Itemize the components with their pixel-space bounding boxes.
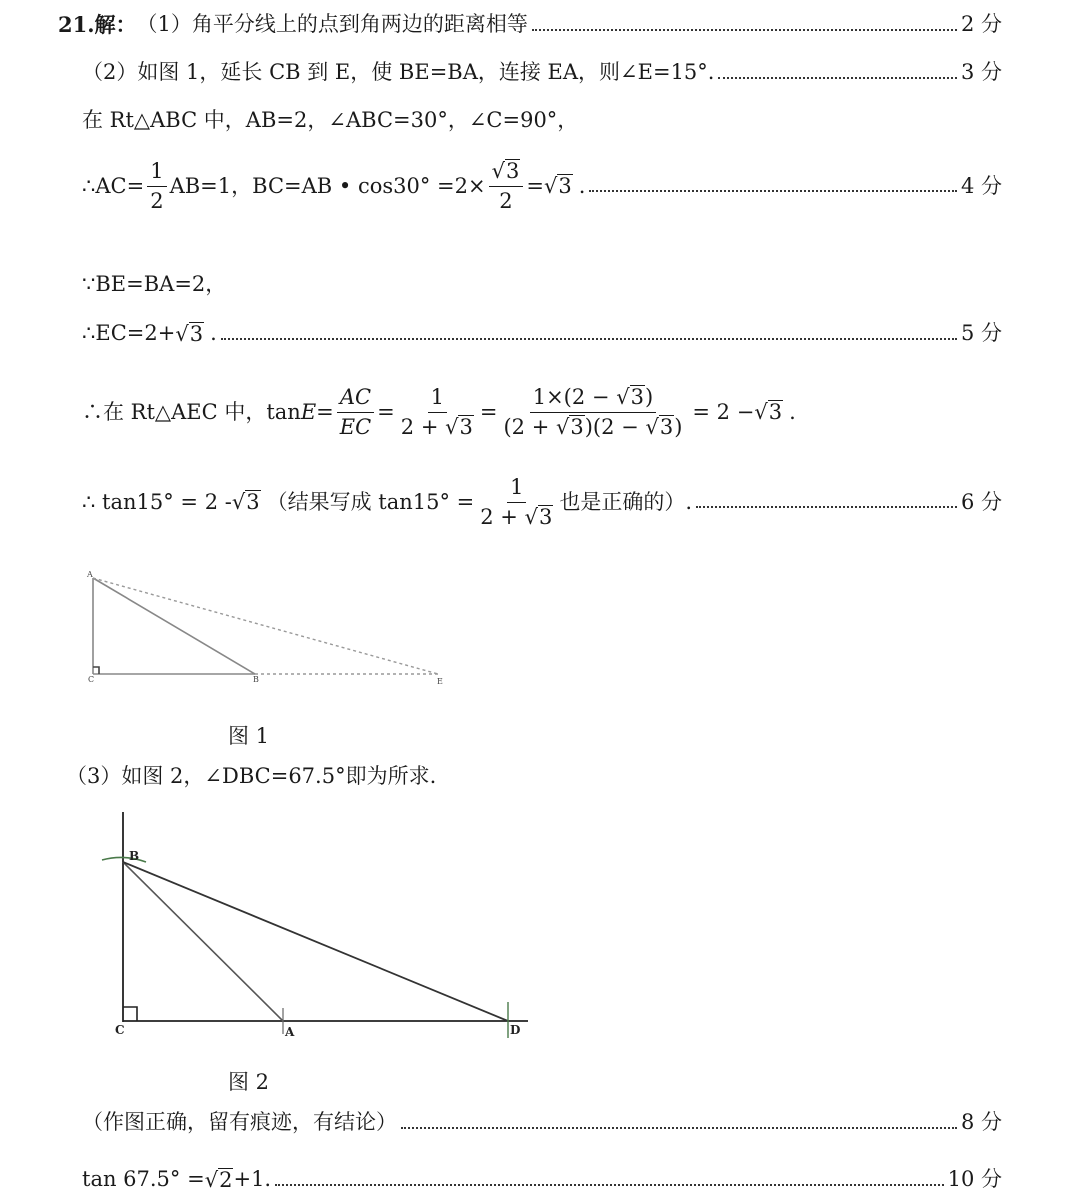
vertex-label-a: A xyxy=(285,1025,295,1039)
radicand: 3 xyxy=(570,414,584,439)
sqrt-icon: √ xyxy=(204,1168,219,1192)
bc-expression: AB=1，BC=AB • cos30° =2× xyxy=(169,173,486,198)
score-mark: 10 分 xyxy=(947,1167,1002,1192)
tan675-prefix: tan 67.5° = xyxy=(82,1167,205,1192)
ac-prefix: ∴AC= xyxy=(82,173,145,198)
equals-sign: = xyxy=(377,399,395,424)
solution-line-5 xyxy=(0,274,1080,295)
sqrt-icon: √ xyxy=(524,504,538,529)
solution-line-3 xyxy=(0,110,1080,131)
score-mark: 3 分 xyxy=(960,60,1002,84)
score-mark: 4 分 xyxy=(960,173,1002,198)
sqrt xyxy=(616,385,645,409)
sqrt xyxy=(556,415,585,439)
fraction-one-half xyxy=(147,159,166,212)
figure-1 xyxy=(80,568,460,688)
sqrt-icon: √ xyxy=(555,414,570,439)
right-angle-mark xyxy=(93,667,99,674)
fraction-numerator: 1 xyxy=(507,475,526,502)
den-text: 2 + xyxy=(400,414,446,439)
fraction-sqrt3-over-2 xyxy=(489,159,524,212)
period: . xyxy=(578,173,586,198)
score-mark: 5 分 xyxy=(960,321,1002,346)
sqrt-icon: √ xyxy=(645,414,659,439)
sqrt xyxy=(445,415,474,439)
leader-dots xyxy=(221,336,957,340)
part3-text: （3）如图 2，∠DBC=67.5°即为所求. xyxy=(66,764,437,788)
segment-ba xyxy=(123,862,283,1021)
radicand: 2 xyxy=(219,1168,233,1192)
leader-dots xyxy=(532,27,957,31)
fraction-numerator: AC xyxy=(337,385,374,412)
vertex-label-a: A xyxy=(87,570,93,579)
fraction-denominator xyxy=(398,413,477,439)
leader-dots xyxy=(696,504,957,508)
vertex-label-c: C xyxy=(115,1023,125,1037)
fraction-one-over-2-plus-sqrt3 xyxy=(398,385,477,438)
leader-dots xyxy=(401,1125,957,1129)
fraction-denominator xyxy=(477,503,556,529)
fraction-numerator xyxy=(530,385,656,412)
fraction-denominator: 2 xyxy=(150,188,164,213)
vertex-label-b: B xyxy=(253,675,259,684)
solution-line-4 xyxy=(0,158,1080,214)
sqrt-icon: √ xyxy=(445,414,459,439)
fraction-rationalized xyxy=(500,385,685,438)
fraction-numerator xyxy=(489,159,524,186)
fraction-numerator: 1 xyxy=(428,385,447,412)
tan-prefix: ∴在 Rt△AEC 中， xyxy=(82,399,267,424)
den-text: ) xyxy=(674,414,683,439)
angle-e: E xyxy=(300,399,317,424)
sqrt-icon: √ xyxy=(616,385,630,410)
num-text: 1×(2 − xyxy=(532,385,617,410)
radicand: 3 xyxy=(189,322,204,346)
period: . xyxy=(789,399,796,424)
solution-line-6 xyxy=(0,322,1080,345)
arc-mark-b xyxy=(102,857,146,862)
vertex-label-e: E xyxy=(437,677,443,686)
period: . xyxy=(210,321,217,346)
fraction-numerator: 1 xyxy=(147,159,166,186)
part2-text: （2）如图 1，延长 CB 到 E，使 BE=BA，连接 EA，则∠E=15°. xyxy=(82,60,715,84)
ec-prefix: ∴EC=2+ xyxy=(82,321,176,346)
alt-form-suffix: 也是正确的）. xyxy=(559,489,693,514)
solution-line-10 xyxy=(0,1112,1080,1133)
solution-line-9 xyxy=(0,766,1080,787)
sqrt-icon: √ xyxy=(491,159,505,184)
sqrt xyxy=(754,400,783,423)
den-text: )(2 − xyxy=(584,414,646,439)
be-equals-ba: ∵BE=BA=2， xyxy=(82,272,227,296)
sqrt-icon: √ xyxy=(231,490,246,515)
sqrt xyxy=(525,505,554,529)
vertex-label-d: D xyxy=(510,1023,521,1037)
vertex-label-b: B xyxy=(129,849,140,863)
den-text: (2 + xyxy=(503,414,556,439)
score-mark: 8 分 xyxy=(960,1110,1002,1134)
grading-note: （作图正确，留有痕迹，有结论） xyxy=(82,1110,397,1134)
sqrt-icon: √ xyxy=(175,322,189,346)
fraction-denominator: EC xyxy=(339,414,372,439)
tan-label: tan xyxy=(266,399,301,424)
figure-2-caption: 图 2 xyxy=(228,1070,270,1094)
fraction-ac-over-ec xyxy=(337,385,374,438)
sqrt xyxy=(232,490,261,513)
solution-line-11 xyxy=(0,1168,1080,1191)
tan675-suffix: +1. xyxy=(233,1167,272,1192)
leader-dots xyxy=(589,188,957,192)
question-number: 21. xyxy=(58,12,95,37)
result-prefix: = 2 − xyxy=(692,399,755,424)
radicand: 3 xyxy=(505,159,520,184)
solution-line-8 xyxy=(0,472,1080,532)
num-text: ) xyxy=(644,385,654,410)
score-mark: 2 分 xyxy=(960,12,1002,36)
radicand: 3 xyxy=(459,414,473,439)
alt-form-text: （结果写成 tan15° = xyxy=(266,489,475,514)
radicand: 3 xyxy=(538,504,553,529)
equals-sign: = xyxy=(316,399,334,424)
segment-ae-dashed xyxy=(93,578,438,674)
leader-dots xyxy=(275,1182,943,1186)
part1-text: （1）角平分线上的点到角两边的距离相等 xyxy=(136,12,528,36)
solution-line-7 xyxy=(0,382,1080,442)
radicand: 3 xyxy=(246,490,260,515)
sqrt-icon: √ xyxy=(543,174,558,199)
figure-2 xyxy=(96,812,536,1052)
score-mark: 6 分 xyxy=(960,489,1002,514)
equals-sign: = xyxy=(479,399,498,424)
sqrt xyxy=(175,322,204,345)
solution-line-2 xyxy=(0,62,1080,83)
tan15-prefix: ∴ tan15° = 2 - xyxy=(82,489,232,514)
radicand: 3 xyxy=(659,414,674,439)
radicand: 3 xyxy=(558,174,572,199)
fraction-denominator xyxy=(500,413,685,439)
vertex-label-c: C xyxy=(88,675,95,684)
fraction-one-over-2-plus-sqrt3 xyxy=(477,475,556,528)
equals-sign: = xyxy=(526,173,544,198)
right-angle-mark xyxy=(123,1007,137,1021)
sqrt xyxy=(492,159,521,183)
sqrt-icon: √ xyxy=(754,400,768,425)
sqrt xyxy=(205,1168,234,1191)
radicand: 3 xyxy=(630,385,644,410)
segment-ab xyxy=(93,578,255,674)
leader-dots xyxy=(718,75,956,79)
figure-1-caption: 图 1 xyxy=(228,724,270,748)
fraction-denominator: 2 xyxy=(499,188,513,213)
radicand: 3 xyxy=(768,400,783,425)
sqrt xyxy=(544,174,573,197)
solution-label: 解： xyxy=(94,12,137,37)
sqrt xyxy=(645,415,674,439)
den-text: 2 + xyxy=(480,504,525,529)
given-conditions: 在 Rt△ABC 中，AB=2，∠ABC=30°，∠C=90°， xyxy=(82,108,579,132)
solution-line-1 xyxy=(0,14,1080,35)
segment-bd xyxy=(123,862,508,1021)
